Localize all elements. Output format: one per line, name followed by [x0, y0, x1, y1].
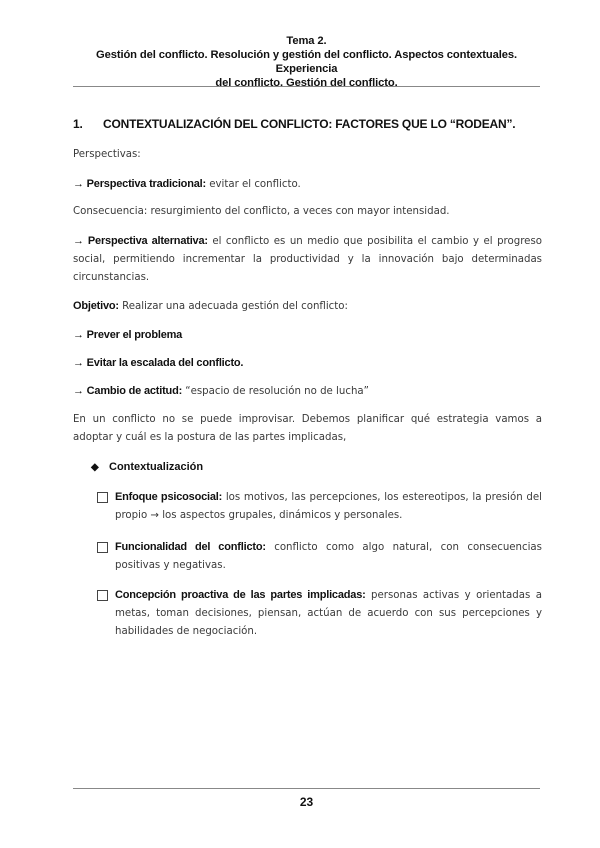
subitem-text: los motivos, las percepciones, los estereotipos, la presión del propio → los aspectos grupales, dinámicos y personales. [115, 492, 542, 521]
header-divider [73, 86, 540, 87]
cambio-actitud-label: → Cambio de actitud: [73, 385, 183, 397]
consecuencia-paragraph: Consecuencia: resurgimiento del conflicto, a veces con mayor intensidad. [73, 206, 450, 217]
improvisar-paragraph: En un conflicto no se puede improvisar. Debemos planificar qué estrategia vamos a adoptar y cuál es la postura de las partes implicadas, [73, 414, 542, 443]
page-number: 23 [299, 795, 314, 809]
section-number: 1. [73, 117, 83, 131]
contextualizacion-label: Contextualización [109, 461, 204, 473]
perspectivas-paragraph: Perspectivas: [73, 149, 141, 160]
perspectiva-alternativa-label: → Perspectiva alternativa: [73, 235, 208, 247]
checkbox-square-icon [97, 590, 108, 601]
cambio-actitud-text: “espacio de resolución no de lucha” [182, 386, 369, 397]
perspectiva-alternativa-paragraph [73, 232, 542, 287]
section-title: CONTEXTUALIZACIÓN DEL CONFLICTO: FACTORES QUE LO “RODEAN”. [103, 117, 516, 131]
objetivo-label: Objetivo: [73, 300, 119, 312]
diamond-bullet-icon: ◆ [91, 462, 99, 473]
contextualizacion-bullet [91, 458, 203, 477]
objetivo-text: Realizar una adecuada gestión del conflicto: [118, 301, 348, 312]
perspectiva-tradicional-paragraph [73, 175, 542, 194]
objetivo-paragraph [73, 297, 542, 316]
prever-label: → Prever el problema [73, 329, 183, 341]
perspectiva-tradicional-label: → Perspectiva tradicional: [73, 178, 206, 190]
evitar-item [73, 354, 542, 373]
prever-item [73, 326, 542, 345]
page-header [73, 34, 540, 90]
footer-divider [73, 788, 540, 789]
header-line-1: Tema 2. [286, 35, 327, 47]
perspectiva-tradicional-text: evitar el conflicto. [205, 179, 301, 190]
subitem-funcionalidad [97, 538, 542, 575]
evitar-label: → Evitar la escalada del conflicto. [73, 357, 244, 369]
subitem-label: Concepción proactiva de las partes implicadas: [115, 589, 366, 601]
perspectiva-alternativa-text: el conflicto es un medio que posibilita el cambio y el progreso social, permitiendo incrementar la productividad y la innovación bajo determinadas circunstancias. [73, 236, 542, 283]
subitem-text: personas activas y orientadas a metas, toman decisiones, piensan, actúan de acuerdo con sus percepciones y habilidades de negociación. [115, 590, 542, 637]
header-line-2: Gestión del conflicto. Resolución y gestión del conflicto. Aspectos contextuales. Experiencia [95, 49, 518, 75]
subitem-label: Enfoque psicosocial: [115, 491, 223, 503]
checkbox-square-icon [97, 492, 108, 503]
checkbox-square-icon [97, 542, 108, 553]
subitem-enfoque-psicosocial [97, 488, 542, 525]
section-heading [73, 117, 515, 131]
cambio-actitud-item [73, 382, 542, 401]
header-line-3: del conflicto. Gestión del conflicto. [215, 77, 398, 89]
subitem-concepcion-proactiva [97, 586, 542, 641]
subitem-label: Funcionalidad del conflicto: [115, 541, 266, 553]
subitem-text: conflicto como algo natural, con consecuencias positivas y negativas. [115, 542, 542, 571]
